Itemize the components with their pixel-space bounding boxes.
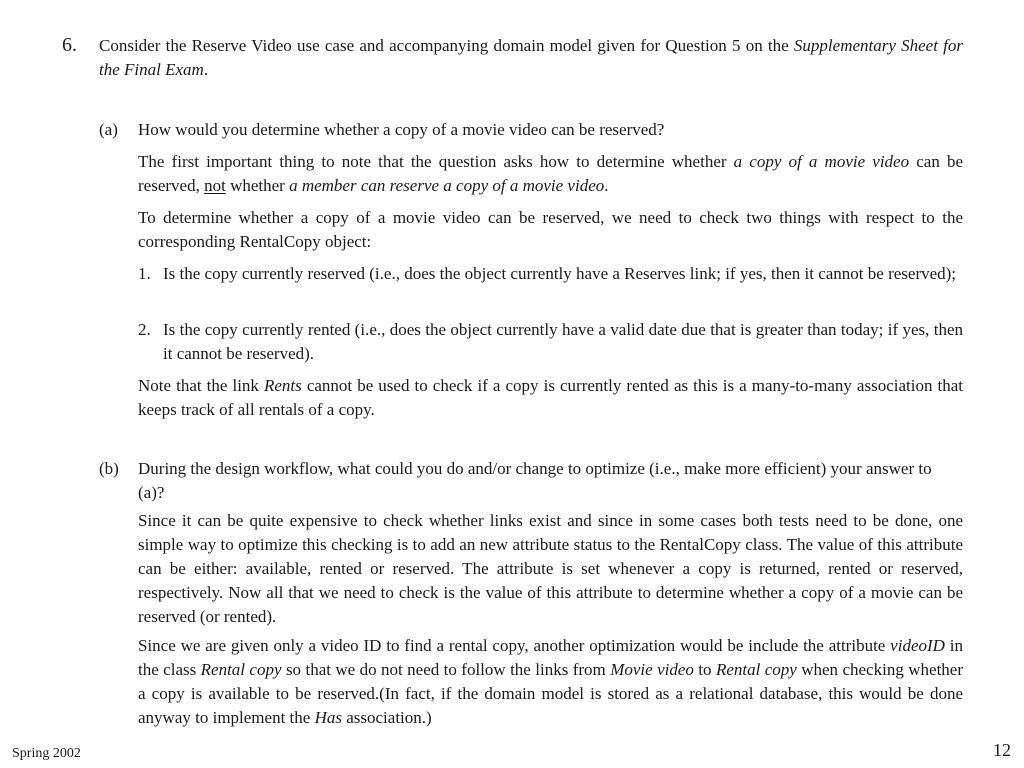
question-intro-end: . [203,60,209,79]
underlined-not: not [204,176,226,195]
emphasis-copy: a copy of a movie video [733,152,910,171]
text-span: so that we do not need to follow the links from [281,660,611,679]
text-span: Note that the link [138,376,264,395]
part-a-paragraph-2: To determine whether a copy of a movie video can be reserved, we need to check two things with respect to the corresponding RentalCopy object: [138,208,963,251]
part-b-paragraph-2 [138,634,963,730]
emphasis-videoid: videoID [890,636,945,655]
text-span: can be reserved, [138,152,964,195]
emphasis-rental-copy: Rental copy [200,660,282,679]
text-span: when checking whether a copy is available to be reserved.(In fact, if the domain model is stored as a relational database, this would be done anyway to implement the [138,660,963,727]
text-span: . [604,176,609,195]
text-span: whether [225,176,290,195]
part-a-heading: How would you determine whether a copy of a movie video can be reserved? [138,120,665,139]
list-item-text: Is the copy currently reserved (i.e., does the object currently have a Reserves link; if yes, then it cannot be reserved); [163,264,957,283]
emphasis-member: a member can reserve a copy of a movie video [289,176,605,195]
page-number: 12 [993,740,1011,760]
emphasis-has: Has [314,708,342,727]
text-span: in the class [138,636,963,679]
question-intro [99,34,963,82]
list-item-text: Is the copy currently rented (i.e., does the object currently have a valid date due that is greater than today; if yes, then it cannot be reserved). [163,320,963,363]
part-a-paragraph-1 [138,150,963,198]
part-b-label: (b) [99,459,119,478]
part-b-paragraph-1: Since it can be quite expensive to check whether links exist and since in some cases both tests need to be done, one simple way to optimize this checking is to add an new attribute status to the RentalCopy class. The value of this attribute can be either: available, rented or reserved. The attribute is set whenever a copy is returned, rented or reserved, respectively. Now all that we need to check is the value of this attribute to determine whether a copy of a movie can be reserved (or rented). [138,511,963,626]
emphasis-movie-video: Movie video [610,660,694,679]
question-number: 6. [62,34,77,56]
list-item [138,262,963,286]
emphasis-rental-copy: Rental copy [715,660,797,679]
text-span: The first important thing to note that the question asks how to determine whether [138,152,734,171]
part-a-label: (a) [99,120,118,139]
list-item-number: 1. [138,264,151,283]
text-span: to [693,660,716,679]
part-b-heading: During the design workflow, what could you do and/or change to optimize (i.e., make more efficient) your answer to (a)? [138,459,932,502]
supplementary-sheet-title: Supplementary Sheet for the Final Exam [99,36,963,79]
part-a-paragraph-3 [138,374,963,422]
text-span: association.) [341,708,432,727]
question-intro-text: Consider the Reserve Video use case and accompanying domain model given for Question 5 on the [99,36,794,55]
list-item-number: 2. [138,320,151,339]
footer-term: Spring 2002 [12,746,81,761]
text-span: cannot be used to check if a copy is currently rented as this is a many-to-many association that keeps track of all rentals of a copy. [138,376,963,419]
emphasis-rents: Rents [263,376,302,395]
text-span: Since we are given only a video ID to find a rental copy, another optimization would be include the attribute [138,636,891,655]
list-item [138,318,963,366]
